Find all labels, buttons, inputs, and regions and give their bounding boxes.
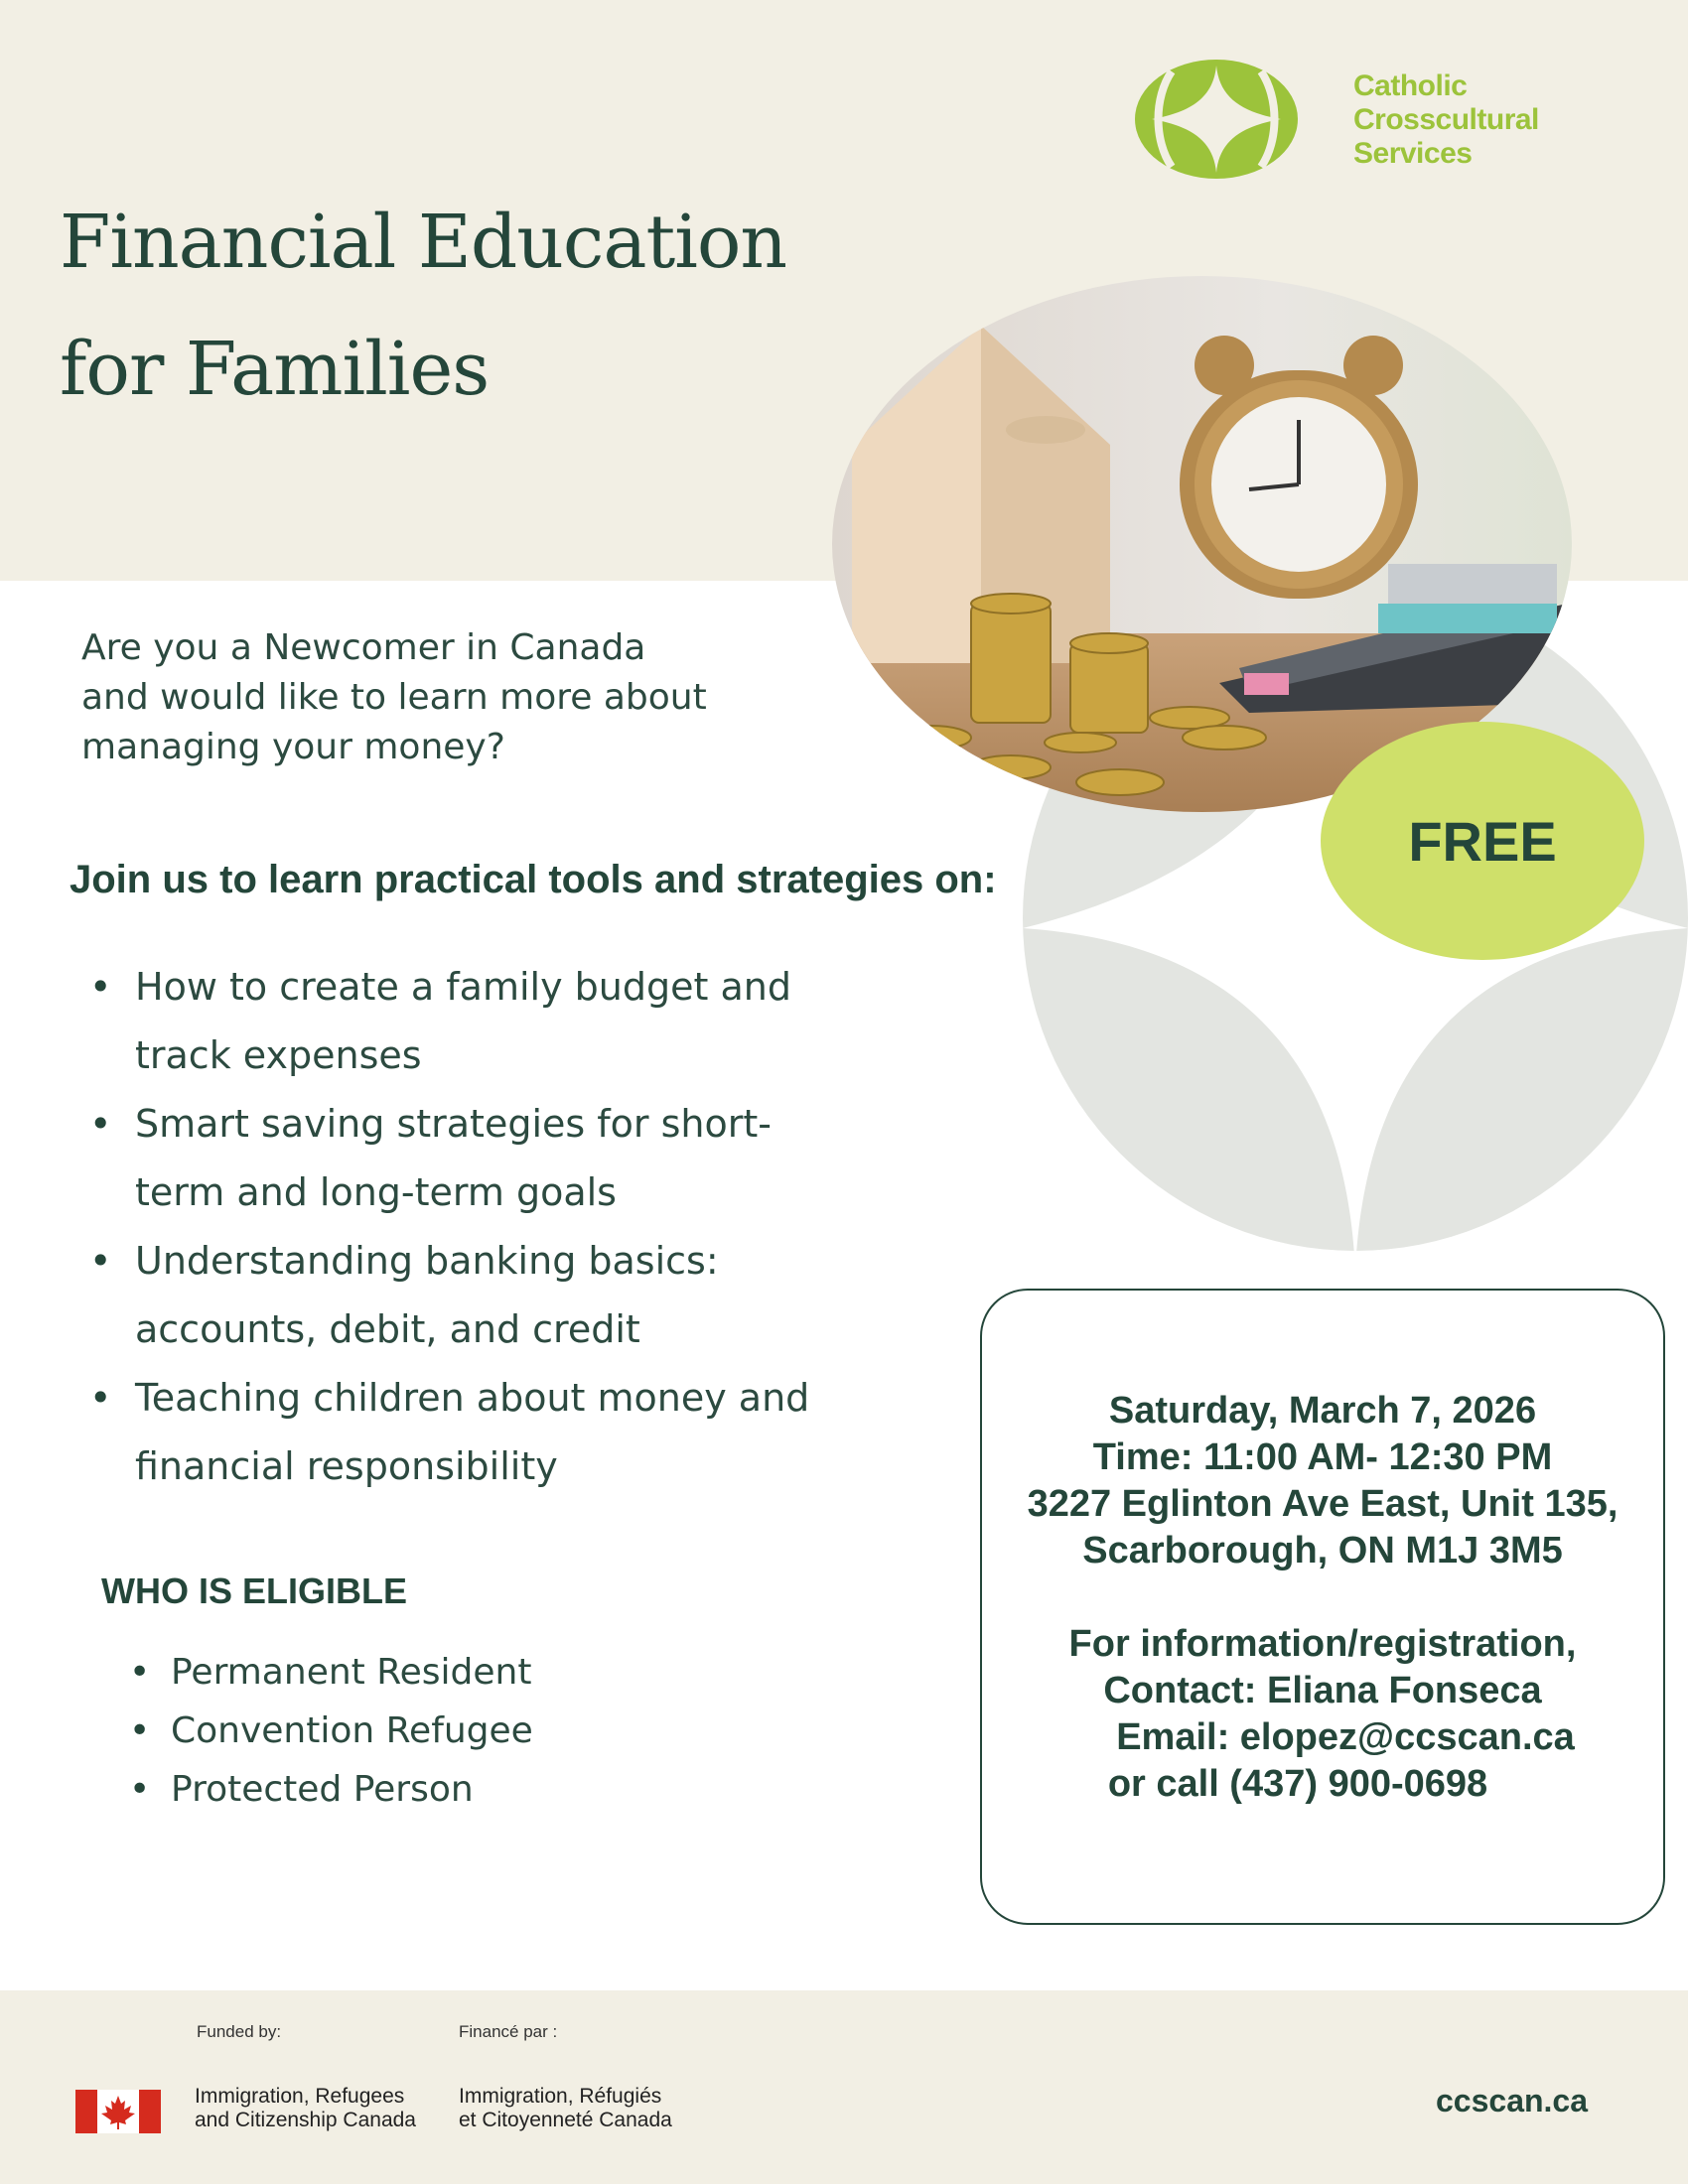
- free-badge-label: FREE: [1408, 809, 1557, 873]
- eligibility-heading: WHO IS ELIGIBLE: [101, 1570, 408, 1611]
- join-heading: Join us to learn practical tools and strategies on:: [70, 858, 997, 901]
- dept-line: et Citoyenneté Canada: [459, 2109, 672, 2131]
- department-name-en: [195, 2085, 416, 2132]
- title-line: for Families: [60, 327, 490, 412]
- event-email[interactable]: Email: elopez@ccscan.ca: [1116, 1716, 1575, 1758]
- list-item: • Permanent Resident: [129, 1643, 533, 1702]
- topic-line: • Smart saving strategies for short-: [135, 1102, 772, 1146]
- ccs-globe-star-logo-icon: [1132, 58, 1301, 182]
- website-link[interactable]: ccscan.ca: [1436, 2083, 1589, 2118]
- topic-line: accounts, debit, and credit: [135, 1307, 640, 1351]
- list-item: [89, 953, 809, 1090]
- finance-par-label: Financé par :: [459, 2022, 558, 2041]
- list-item: • Protected Person: [129, 1760, 533, 1819]
- topics-list: [89, 953, 809, 1501]
- event-date: Saturday, March 7, 2026: [1108, 1390, 1537, 1432]
- eligibility-list: [129, 1643, 533, 1819]
- department-name-fr: [459, 2085, 672, 2132]
- free-badge: [1321, 722, 1644, 960]
- event-address: Scarborough, ON M1J 3M5: [1082, 1530, 1563, 1571]
- list-item: [89, 1364, 809, 1501]
- organization-logo[interactable]: [1132, 58, 1609, 187]
- topic-line: • How to create a family budget and: [135, 965, 791, 1009]
- topic-line: financial responsibility: [135, 1444, 558, 1488]
- event-details: [980, 1388, 1665, 1808]
- topic-line: • Understanding banking basics:: [135, 1239, 719, 1283]
- canada-flag-icon: [75, 2090, 161, 2133]
- dept-line: Immigration, Réfugiés: [459, 2085, 662, 2108]
- event-info: For information/registration,: [1068, 1623, 1577, 1665]
- topic-line: track expenses: [135, 1033, 422, 1077]
- intro-question: [81, 623, 707, 772]
- org-name-line: Crosscultural: [1353, 103, 1539, 136]
- topic-line: term and long-term goals: [135, 1170, 617, 1214]
- organization-name: [1353, 69, 1539, 171]
- event-address: 3227 Eglinton Ave East, Unit 135,: [1027, 1483, 1618, 1525]
- dept-line: and Citizenship Canada: [195, 2109, 416, 2131]
- topic-line: • Teaching children about money and: [135, 1376, 810, 1420]
- event-time: Time: 11:00 AM- 12:30 PM: [1092, 1436, 1553, 1478]
- funded-by-label: Funded by:: [197, 2022, 282, 2041]
- list-item: [89, 1227, 809, 1364]
- dept-line: Immigration, Refugees: [195, 2085, 405, 2108]
- spacer: [980, 1574, 1665, 1621]
- intro-line: Are you a Newcomer in Canada: [81, 627, 646, 668]
- org-name-line: Services: [1353, 137, 1473, 170]
- list-item: • Convention Refugee: [129, 1702, 533, 1760]
- intro-line: and would like to learn more about: [81, 677, 707, 718]
- intro-line: managing your money?: [81, 727, 505, 767]
- title-line: Financial Education: [60, 200, 787, 285]
- event-contact: Contact: Eliana Fonseca: [1103, 1670, 1542, 1711]
- page-title: [60, 179, 786, 433]
- org-name-line: Catholic: [1353, 69, 1468, 102]
- event-phone[interactable]: or call (437) 900-0698: [1107, 1763, 1488, 1805]
- list-item: [89, 1090, 809, 1227]
